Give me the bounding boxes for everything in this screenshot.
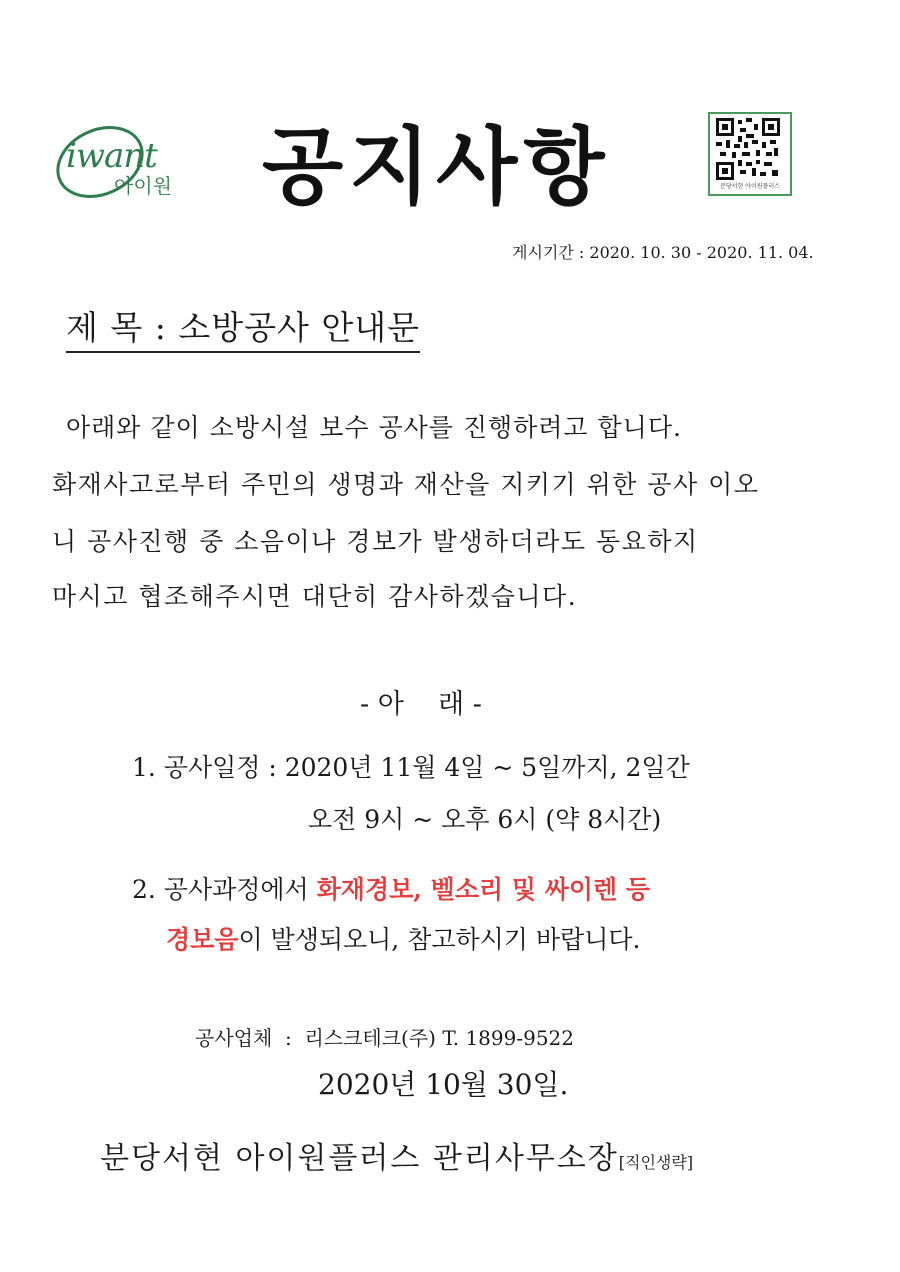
qr-caption: 분당서현 아이원플러스 (720, 183, 780, 190)
item-2-suffix: 이 발생되오니, 참고하시기 바랍니다. (238, 925, 641, 954)
page-title: 공지사항 (262, 118, 611, 216)
body-line-1: 아래와 같이 소방시설 보수 공사를 진행하려고 합니다. (66, 413, 682, 442)
alarm-sound-highlight: 경보음 (166, 925, 239, 954)
body-line-2: 화재사고로부터 주민의 생명과 재산을 지키기 위한 공사 이오 (52, 470, 760, 499)
office-name: 분당서현 아이원플러스 관리사무소장 (100, 1141, 619, 1176)
seal-note: [직인생략] (618, 1153, 694, 1172)
item-1-hours: 오전 9시 ~ 오후 6시 (약 8시간) (308, 805, 662, 834)
posting-period: 게시기간 : 2020. 10. 30 - 2020. 11. 04. (512, 243, 814, 262)
item-2-line-1 (132, 870, 650, 906)
notice-date: 2020년 10월 30일. (318, 1068, 569, 1101)
alarm-highlight: 화재경보, 벨소리 및 싸이렌 등 (316, 875, 650, 904)
item-1-schedule: 1. 공사일정 : 2020년 11월 4일 ~ 5일까지, 2일간 (132, 753, 690, 782)
item-2-line-2 (166, 920, 640, 956)
logo-script-text: iwant (66, 136, 157, 176)
logo-korean-text: 아이원 (114, 174, 172, 198)
contractor-info: 공사업체 : 리스크테크(주) T. 1899-9522 (195, 1026, 575, 1050)
body-line-4: 마시고 협조해주시면 대단히 감사하겠습니다. (52, 582, 578, 611)
office-signature (100, 1133, 693, 1177)
subject-line: 제 목 : 소방공사 안내문 (66, 302, 420, 353)
body-line-3: 니 공사진행 중 소음이나 경보가 발생하더라도 동요하지 (52, 527, 699, 556)
item-2-prefix: 2. 공사과정에서 (132, 875, 317, 904)
section-heading: - 아 래 - (360, 689, 482, 720)
qr-code-icon (708, 112, 792, 196)
iwant-logo-icon (52, 110, 202, 205)
